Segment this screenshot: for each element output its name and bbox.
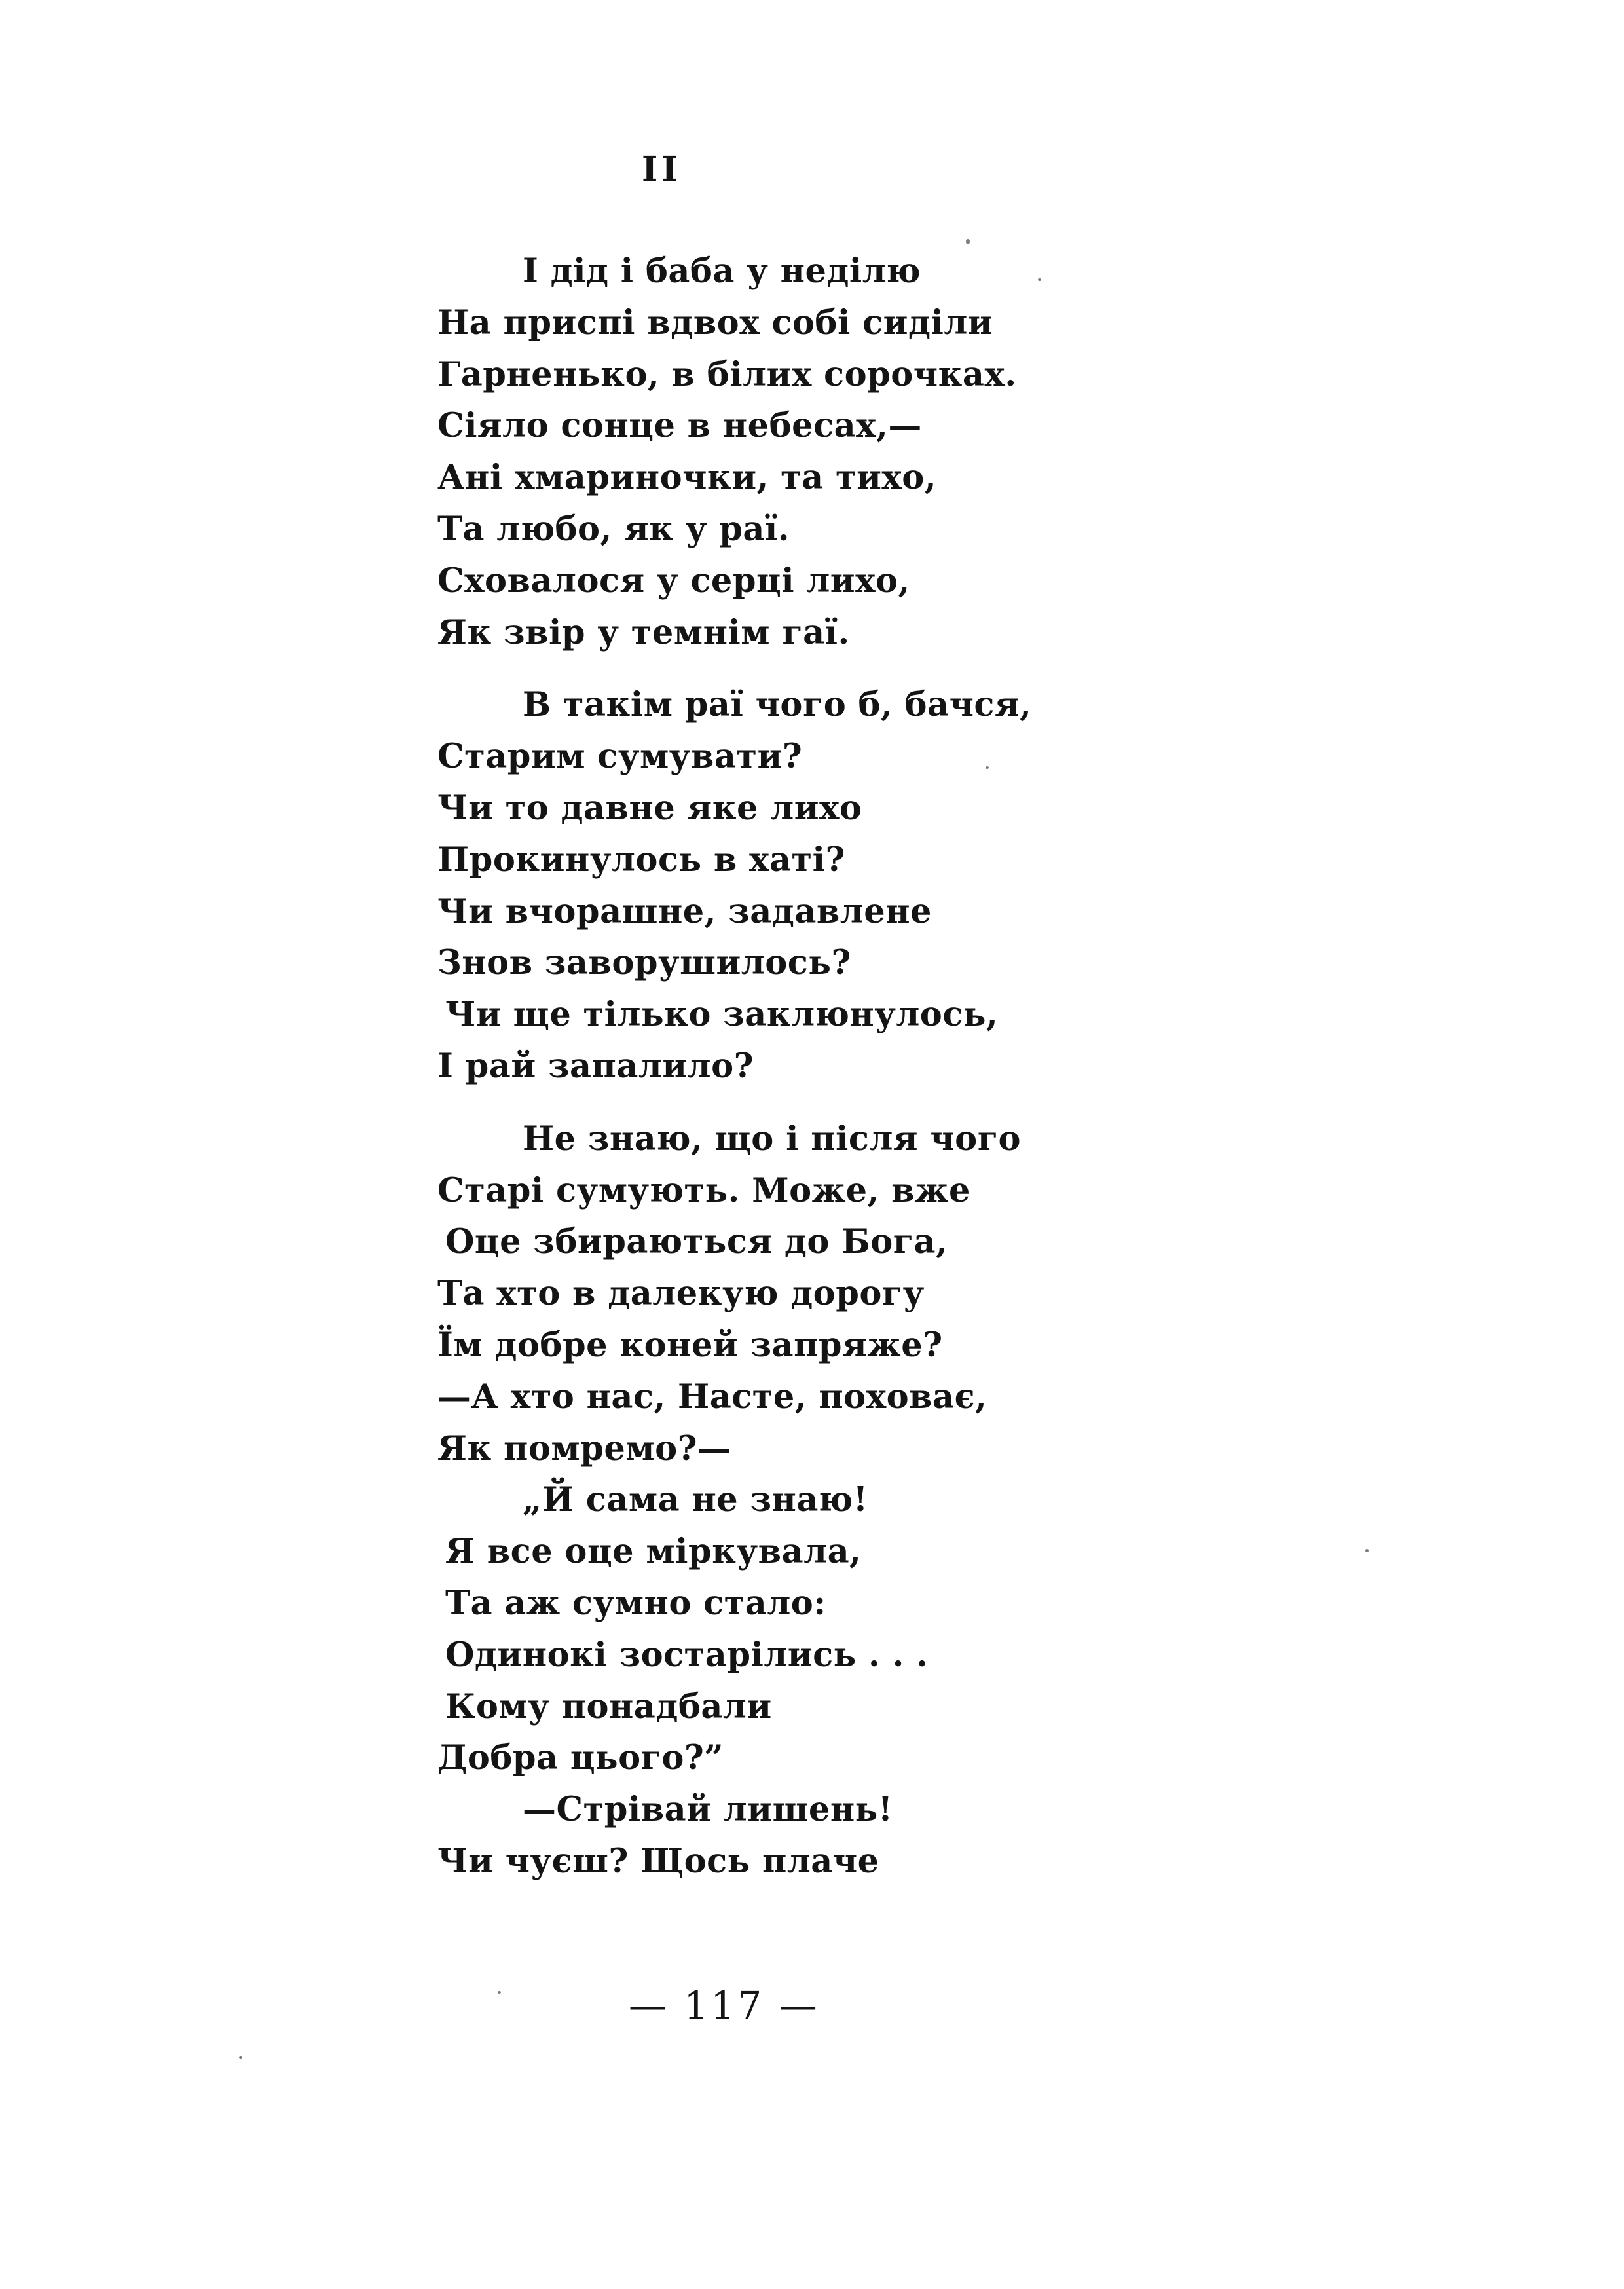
poem-line: На приспі вдвох собі сиділи bbox=[437, 303, 993, 343]
poem-line: І дід і баба у неділю bbox=[523, 251, 921, 291]
poem-line: „Й сама не знаю! bbox=[523, 1480, 868, 1520]
scan-speck bbox=[498, 1991, 501, 1994]
poem bbox=[437, 246, 1197, 1908]
scan-speck bbox=[986, 766, 989, 769]
scan-speck bbox=[966, 239, 970, 244]
poem-line: Їм добре коней запряже? bbox=[437, 1325, 943, 1365]
poem-line: Чи то давне яке лихо bbox=[437, 788, 862, 828]
poem-line: Сіяло сонце в небесах,— bbox=[437, 406, 922, 446]
scan-speck bbox=[239, 2056, 242, 2059]
poem-line: Як помремо?— bbox=[437, 1428, 731, 1468]
scan-speck bbox=[1365, 1549, 1369, 1552]
poem-line: Та хто в далекую дорогу bbox=[437, 1274, 925, 1314]
stanza-2 bbox=[437, 679, 1197, 1092]
poem-line: Прокинулось в хаті? bbox=[437, 840, 845, 880]
poem-line: Як звір у темнім гаї. bbox=[437, 612, 850, 652]
poem-line: Оце збираються до Бога, bbox=[445, 1222, 948, 1262]
page-number: — 117 — bbox=[629, 1983, 820, 2028]
poem-line: Кому понадбали bbox=[445, 1686, 772, 1726]
poem-line: І рай запалило? bbox=[437, 1046, 754, 1086]
section-numeral: II bbox=[642, 149, 682, 189]
poem-line: Та любо, як у раї. bbox=[437, 509, 790, 549]
poem-line: Чи чуєш? Щось плаче bbox=[437, 1841, 879, 1881]
poem-line: Я все оце міркувала, bbox=[445, 1532, 862, 1572]
poem-line: Чи ще тілько заклюнулось, bbox=[445, 995, 999, 1035]
poem-line: В такім раї чого б, бачся, bbox=[523, 685, 1032, 725]
poem-line: Гарненько, в білих сорочках. bbox=[437, 354, 1017, 394]
poem-line: Старі сумують. Може, вже bbox=[437, 1170, 971, 1210]
stanza-3 bbox=[437, 1113, 1197, 1888]
poem-line: —А хто нас, Насте, поховає, bbox=[437, 1377, 987, 1417]
stanza-1 bbox=[437, 246, 1197, 658]
poem-line: Добра цього?” bbox=[437, 1738, 724, 1778]
poem-line: Знов заворушилось? bbox=[437, 943, 851, 983]
poem-line: Ані хмариночки, та тихо, bbox=[437, 458, 937, 498]
poem-line: —Стрівай лишень! bbox=[523, 1790, 893, 1830]
scan-speck bbox=[1038, 278, 1041, 281]
poem-line: Старим сумувати? bbox=[437, 737, 803, 777]
poem-line: Сховалося у серці лихо, bbox=[437, 561, 910, 601]
poem-line: Чи вчорашне, задавлене bbox=[437, 891, 932, 931]
poem-line: Та аж сумно стало: bbox=[445, 1583, 826, 1623]
poem-line: Не знаю, що і після чого bbox=[523, 1119, 1021, 1159]
poem-line: Одинокі зостарілись . . . bbox=[445, 1635, 929, 1675]
